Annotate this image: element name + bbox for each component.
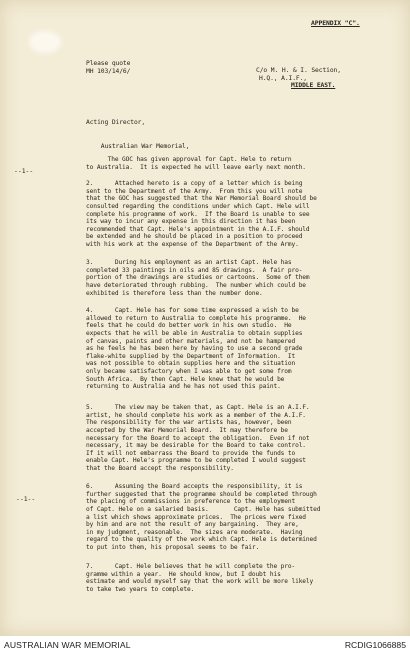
text-line: completed 33 paintings in oils and 85 drawings. A fair pro- (86, 266, 303, 274)
text-line: as he feels he has been here by having to use a second grade (86, 345, 303, 353)
text-line: the placing of commissions in preference to the employment (86, 498, 296, 506)
text-line: to Australia. It is expected he will leave early next month. (86, 163, 306, 171)
text-line: enable Capt. Hele's programme to be completed I would suggest (86, 457, 306, 465)
text-line: have deteriorated through rubbing. The number which could be (86, 281, 306, 289)
text-line: to put into them, his proposal seems to be fair. (86, 543, 260, 551)
text-line: by him and are not the result of any bargaining. They are, (86, 521, 299, 529)
text-line: complete his programme of work. If the Board is unable to see (86, 210, 310, 218)
text-line: with his work at the expense of the Department of the Army. (86, 240, 299, 248)
text-line: to take two years to complete. (86, 585, 195, 593)
archive-id: RCDIG1066885 (344, 640, 406, 650)
text-line: recommended that Capt. Hele's appointment in the A.I.F. should (86, 225, 310, 233)
archive-name: AUSTRALIAN WAR MEMORIAL (4, 640, 131, 650)
sender-address: C/o M. H. & I. Section, H.Q., A.I.F., MIDDLE EAST. (256, 67, 341, 90)
text-line: gramme within a year. He should know, but I doubt his (86, 570, 281, 578)
text-line: of Capt. Hele on a salaried basis. Capt. Hele has submitted (86, 505, 321, 513)
text-line: 4. Capt. Hele has for some time expressed a wish to be (86, 307, 299, 315)
text-line: 7. Capt. Hele believes that he will complete the pro- (86, 563, 296, 571)
text-line: artist, he should complete his work as a member of the A.I.F. (86, 411, 306, 419)
text-line: of canvas, paints and other materials, and not be hampered (86, 337, 296, 345)
text-line: that the Board accept the responsibility. (86, 464, 234, 472)
text-line: If it will not embarrass the Board to provide the funds to (86, 449, 296, 457)
text-line: 5. The view may be taken that, as Capt. Hele is an A.I.F. (86, 404, 310, 412)
appendix-label: APPENDIX "C". (311, 19, 360, 27)
text-line: flake-white supplied by the Department of Information. It (86, 352, 296, 360)
archive-footer (0, 636, 410, 654)
paragraph-7 (86, 548, 386, 609)
text-line: be extended and he should be placed in a position to proceed (86, 233, 303, 241)
text-line: The responsibility for the war artists has, however, been (86, 419, 292, 427)
text-line: its way to incur any expense in this direction it has been (86, 218, 296, 226)
text-line: The GOC has given approval for Capt. Hele to return (86, 156, 292, 164)
text-line: regard to the quality of the work which Capt. Hele is determined (86, 536, 317, 544)
text-line: 3. During his employment as an artist Capt. Hele has (86, 259, 292, 267)
text-line: exhibited is therefore less than the number done. (86, 289, 263, 297)
text-line: necessary for the Board to accept the obligation. Even if not (86, 434, 310, 442)
text-line: accepted by the War Memorial Board. It may therefore be (86, 426, 288, 434)
margin-mark: --1-- (16, 495, 36, 503)
text-line: necessary, it may be desirable for the Board to take control. (86, 442, 306, 450)
text-line: in my judgment, reasonable. The sizes are moderate. Having (86, 528, 303, 536)
text-line: that the GOC has suggested that the War Memorial Board should be (86, 195, 317, 203)
text-line: 2. Attached hereto is a copy of a letter which is being (86, 180, 303, 188)
text-line: further suggested that the programme should be completed through (86, 490, 317, 498)
text-line: consulted regarding the conditions under which Capt. Hele will (86, 202, 310, 210)
text-line: allowed to return to Australia to complete his programme. He (86, 314, 306, 322)
recipient-address: Acting Director, Australian War Memorial, (86, 119, 190, 150)
text-line: portion of the drawings are studies or cartoons. Some of them (86, 274, 310, 282)
paper-stain (32, 34, 58, 50)
text-line: only became satisfactory when I was able to get some from (86, 367, 292, 375)
margin-mark: --1-- (14, 167, 34, 175)
text-line: South Africa. By then Capt. Hele knew that he would be (86, 375, 285, 383)
text-line: feels that he could do better work in his own studio. He (86, 322, 292, 330)
text-line: 6. Assuming the Board accepts the responsibility, it is (86, 483, 303, 491)
text-line: sent to the Department of the Army. From this you will note (86, 187, 303, 195)
text-line: a list which shows approximate prices. The prices were fixed (86, 513, 306, 521)
text-line: was not possible to obtain supplies here and the situation (86, 360, 296, 368)
text-line: estimate and would myself say that the work will be more likely (86, 578, 314, 586)
quote-reference: Please quote MH 103/14/6/ (86, 60, 131, 75)
text-line: returning to Australia and he has not used this paint. (86, 383, 281, 391)
text-line: expects that he will be able in Australia to obtain supplies (86, 329, 303, 337)
